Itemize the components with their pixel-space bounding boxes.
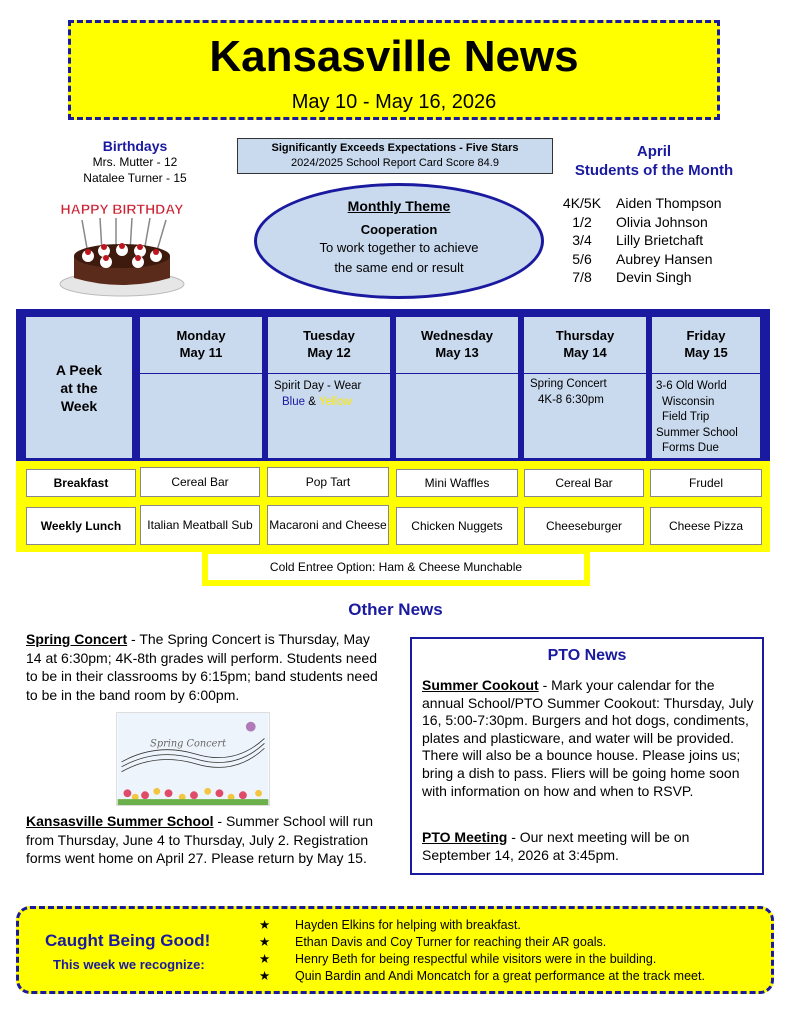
event-color-blue: Blue: [282, 395, 306, 408]
som-name: Olivia Johnson: [616, 213, 708, 230]
day-date: May 11: [179, 345, 223, 360]
article-title: Summer Cookout: [422, 677, 539, 693]
article-body: - Mark your calendar for the annual School/PTO Summer Cookout: Thursday, July 16, 5:00-7:30pm. Burgers and hot dogs, condiments, plates and plasticware, and water will be provided. There will also be a bounce house. Please joins us; bring a dish to pass. Fliers will be going home soon with information on how and when to RSVP.: [422, 677, 754, 799]
event-text: Field Trip: [662, 411, 710, 423]
summer-school-article: [26, 812, 382, 868]
list-item: [259, 917, 705, 934]
list-item: [552, 194, 726, 213]
event-text: 4K-8 6:30pm: [538, 393, 604, 406]
day-cell-wednesday: [396, 317, 518, 458]
day-date: May 13: [435, 345, 479, 360]
star-icon: ★: [259, 918, 271, 932]
som-grade: 5/6: [572, 250, 592, 267]
event-text: Spring Concert: [530, 378, 607, 390]
article-body: - The Spring Concert is Thursday, May 14 at 6:30pm; 4K-8th grades will perform. Students need to be in their classrooms by 6:15pm; band students need to be in the band room by 6:00pm.: [26, 631, 378, 703]
theme-word: Cooperation: [360, 222, 438, 237]
article-title: Kansasville Summer School: [26, 813, 214, 829]
birthdays-section: [40, 138, 230, 186]
som-heading-month: April: [636, 143, 672, 160]
spring-concert-article: [26, 630, 382, 704]
breakfast-item: Cereal Bar: [524, 469, 644, 497]
image-caption: Spring Concert: [150, 738, 227, 750]
day-date: May 14: [563, 345, 607, 360]
newsletter-title: Kansasville News: [209, 32, 579, 81]
peek-label: Week: [60, 397, 98, 414]
som-heading: Students of the Month: [574, 162, 734, 179]
pto-cookout: [422, 677, 754, 800]
pto-meeting: [422, 829, 754, 864]
event-text: Wisconsin: [662, 395, 715, 408]
day-events: [656, 379, 738, 457]
peek-cell: [26, 317, 132, 458]
other-news-heading: Other News: [348, 600, 443, 619]
event-text: Forms Due: [662, 442, 719, 454]
pto-news-box: [410, 637, 764, 875]
breakfast-item: Pop Tart: [267, 467, 389, 497]
event-text: Spirit Day - Wear: [274, 380, 362, 392]
event-text: &: [308, 395, 316, 408]
article-body: - Summer School will run from Thursday, June 4 to Thursday, July 2. Registration forms went home on April 27. Please return by May 15.: [26, 813, 374, 866]
newsletter-header: [68, 20, 720, 120]
birthdays-heading: Birthdays: [102, 138, 168, 154]
breakfast-item: Mini Waffles: [396, 469, 518, 497]
som-grade: 1/2: [572, 213, 592, 230]
report-score: 2024/2025 School Report Card Score 84.9: [291, 157, 499, 169]
event-color-yellow: Yellow: [318, 395, 352, 408]
monthly-theme: [254, 183, 544, 299]
cbg-item-text: Hayden Elkins for helping with breakfast.: [295, 918, 521, 932]
list-item: [552, 231, 726, 250]
day-events: [530, 377, 607, 408]
pto-heading: PTO News: [547, 647, 627, 664]
cbg-item-text: Ethan Davis and Coy Turner for reaching their AR goals.: [295, 935, 607, 949]
star-icon: ★: [259, 935, 271, 949]
theme-description: To work together to achieve: [319, 240, 479, 255]
theme-description: the same end or result: [334, 260, 464, 275]
lunch-label: Weekly Lunch: [26, 507, 136, 545]
day-cell-friday: [652, 317, 760, 458]
day-cell-tuesday: [268, 317, 390, 458]
article-title: PTO Meeting: [422, 829, 508, 845]
day-events: [274, 379, 361, 410]
article-body: - Our next meeting will be on September 14, 2026 at 3:45pm.: [422, 829, 690, 863]
cbg-item-text: Henry Beth for being respectful while visitors were in the building.: [295, 952, 657, 966]
day-cell-monday: [140, 317, 262, 458]
som-grade: 3/4: [572, 232, 592, 248]
day-cell-thursday: [524, 317, 646, 458]
birthday-name: Mrs. Mutter - 12: [92, 155, 178, 169]
list-item: [259, 951, 705, 968]
report-card-box: [237, 138, 553, 174]
som-name: Aiden Thompson: [616, 195, 722, 211]
som-name: Devin Singh: [616, 269, 692, 285]
som-name: Aubrey Hansen: [616, 250, 713, 267]
list-item: [259, 968, 705, 985]
som-name: Lilly Brietchaft: [616, 232, 704, 248]
breakfast-item: Frudel: [650, 469, 762, 497]
som-list: [552, 194, 726, 287]
list-item: [552, 268, 726, 287]
list-item: [552, 213, 726, 232]
newsletter-dates: May 10 - May 16, 2026: [291, 91, 497, 113]
event-text: Summer School: [656, 426, 738, 439]
list-item: [552, 250, 726, 269]
day-date: May 12: [307, 345, 351, 360]
lunch-item: Macaroni and Cheese: [267, 505, 389, 545]
day-date: May 15: [684, 345, 728, 360]
cold-entree-text: Cold Entree Option: Ham & Cheese Munchable: [208, 554, 584, 580]
peek-label: A Peek: [55, 361, 103, 378]
lunch-item: Italian Meatball Sub: [140, 505, 260, 545]
list-item: [259, 934, 705, 951]
event-text: 3-6 Old World: [656, 380, 727, 392]
birthday-cake-image: [52, 196, 192, 300]
meal-menu: [16, 461, 770, 552]
breakfast-label: Breakfast: [26, 469, 136, 497]
lunch-item: Cheeseburger: [524, 507, 644, 545]
report-rating: Significantly Exceeds Expectations - Five Stars: [271, 142, 519, 154]
star-icon: ★: [259, 952, 271, 966]
lunch-item: Chicken Nuggets: [396, 507, 518, 545]
day-name: Friday: [686, 328, 726, 343]
article-title: Spring Concert: [26, 631, 128, 647]
cake-banner-text: HAPPY BIRTHDAY: [60, 201, 184, 217]
day-name: Wednesday: [420, 328, 493, 343]
birthday-name: Natalee Turner - 15: [83, 171, 187, 185]
cbg-subheading: This week we recognize:: [53, 957, 205, 972]
lunch-item: Cheese Pizza: [650, 507, 762, 545]
caught-being-good: [16, 906, 774, 994]
breakfast-item: Cereal Bar: [140, 467, 260, 497]
theme-heading: Monthly Theme: [347, 198, 451, 214]
cbg-list: [259, 917, 705, 985]
day-name: Tuesday: [303, 328, 355, 343]
week-calendar: [16, 309, 770, 461]
cbg-heading: Caught Being Good!: [45, 931, 211, 950]
day-name: Thursday: [555, 328, 615, 343]
day-name: Monday: [176, 328, 226, 343]
students-of-month: [548, 142, 760, 287]
star-icon: ★: [259, 969, 271, 983]
cbg-item-text: Quin Bardin and Andi Moncatch for a great performance at the track meet.: [295, 969, 705, 983]
som-grade: 4K/5K: [562, 195, 602, 211]
som-grade: 7/8: [572, 269, 592, 285]
peek-label: at the: [60, 379, 98, 396]
spring-concert-image: [116, 712, 270, 806]
cold-entree-box: [202, 550, 590, 586]
